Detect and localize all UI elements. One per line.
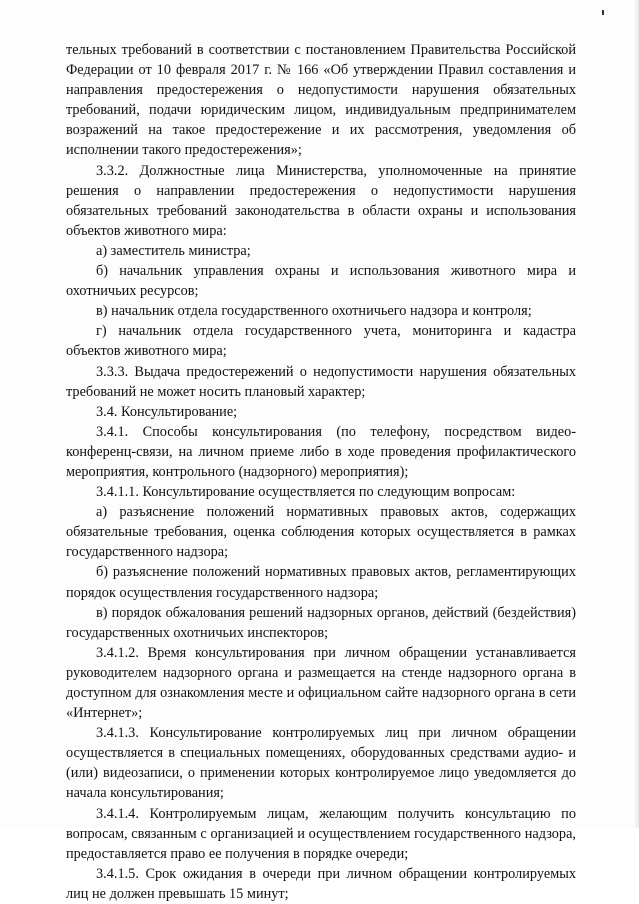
paragraph-3-4-1-3: 3.4.1.3. Консультирование контролируемых лиц при личном обращении осуществляется в специальных помещениях, оборудованных средствами аудио- и (или) видеозаписи, о применении которых контролируемое лицо уведомляется до начала консультирования;: [66, 725, 576, 802]
list-item-g: г) начальник отдела государственного учета, мониторинга и кадастра объектов животного мира;: [66, 323, 576, 360]
list-item-v: в) начальник отдела государственного охотничьего надзора и контроля;: [96, 303, 532, 320]
list-item-v-2: в) порядок обжалования решений надзорных органов, действий (бездействия) государственных охотничьих инспекторов;: [66, 604, 576, 641]
paragraph-3-4: 3.4. Консультирование;: [96, 403, 238, 420]
scan-mark: [602, 10, 604, 15]
document-body: [66, 40, 576, 904]
list-item-b: б) начальник управления охраны и использования животного мира и охотничьих ресурсов;: [66, 263, 576, 300]
list-item-b-2: б) разъяснение положений нормативных правовых актов, регламентирующих порядок осуществления государственного надзора;: [66, 564, 576, 601]
paragraph-3-4-1: 3.4.1. Способы консультирования (по телефону, посредством видео-конференц-связи, на личном приеме либо в ходе проведения профилактического мероприятия, контрольного (надзорного) мероприятия);: [66, 423, 576, 480]
paragraph-3-3-2: 3.3.2. Должностные лица Министерства, уполномоченные на принятие решения о направлении предостережения о недопустимости нарушения обязательных требований законодательства в области охраны и использования объектов животного мира:: [66, 162, 576, 239]
list-item-a: а) заместитель министра;: [96, 242, 251, 259]
scan-shadow-edge: [633, 0, 639, 828]
paragraph-3-4-1-4: 3.4.1.4. Контролируемым лицам, желающим получить консультацию по вопросам, связанным с организацией и осуществлением государственного надзора, предоставляется право ее получения в порядке очереди;: [66, 805, 576, 862]
list-item-a-2: а) разъяснение положений нормативных правовых актов, содержащих обязательные требования, оценка соблюдения которых осуществляется в рамках государственного надзора;: [66, 504, 576, 561]
paragraph-continuation: тельных требований в соответствии с постановлением Правительства Российской Федерации от 10 февраля 2017 г. № 166 «Об утверждении Правил составления и направления предостережения о недопустимости нарушения обязательных требований, подачи юридическим лицом, индивидуальным предпринимателем возражений на такое предостережение и их рассмотрения, уведомления об исполнении такого предостережения»;: [66, 42, 576, 159]
paragraph-3-4-1-5: 3.4.1.5. Срок ожидания в очереди при личном обращении контролируемых лиц не должен превышать 15 минут;: [66, 865, 576, 902]
paragraph-3-3-3: 3.3.3. Выдача предостережений о недопустимости нарушения обязательных требований не может носить плановый характер;: [66, 363, 576, 400]
paragraph-3-4-1-1: 3.4.1.1. Консультирование осуществляется по следующим вопросам:: [96, 484, 516, 501]
paragraph-3-4-1-2: 3.4.1.2. Время консультирования при личном обращении устанавливается руководителем надзорного органа и размещается на стенде надзорного органа в доступном для ознакомления месте и официальном сайте надзорного органа в сети «Интернет»;: [66, 644, 576, 722]
